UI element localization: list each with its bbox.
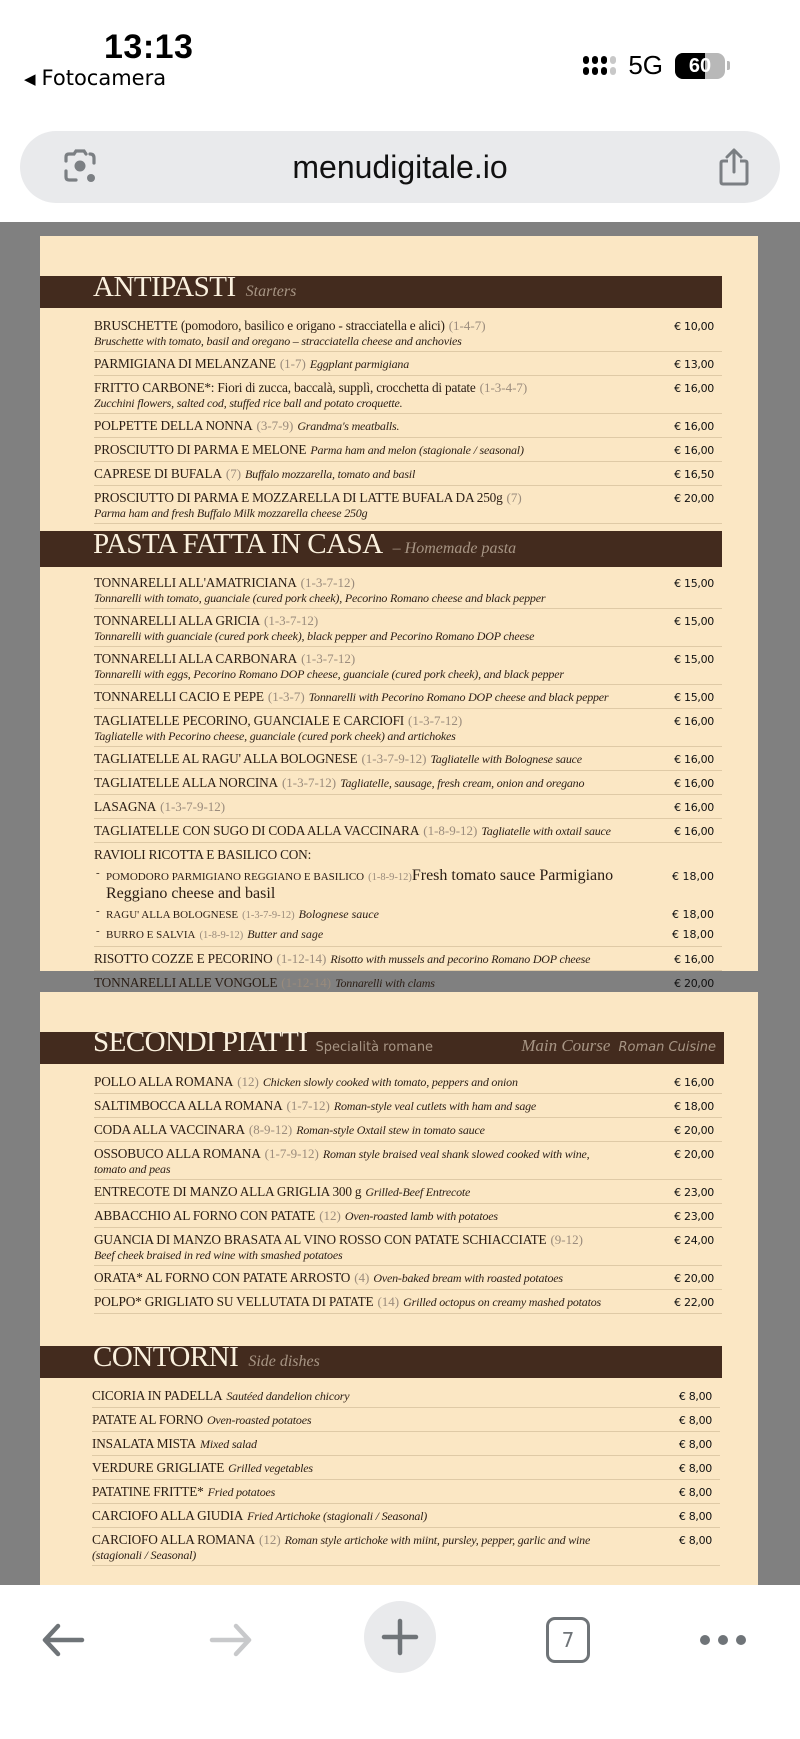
item-price: € 23,00: [674, 1210, 714, 1223]
item-allergens: (9-12): [550, 1232, 583, 1247]
item-allergens: (1-7-12): [286, 1098, 330, 1113]
item-price: € 20,00: [674, 977, 714, 990]
item-name: ORATA* AL FORNO CON PATATE ARROSTO: [94, 1270, 351, 1285]
section-header-secondi: [40, 1026, 724, 1064]
item-price: € 15,00: [674, 653, 714, 666]
menu-item: [94, 1180, 722, 1204]
back-button[interactable]: [28, 1605, 98, 1675]
item-price: € 22,00: [674, 1296, 714, 1309]
item-name: PATATE AL FORNO: [92, 1412, 203, 1427]
item-description: Tonnarelli with Pecorino Romano DOP cheese and black pepper: [308, 690, 609, 704]
section-title: PASTA FATTA IN CASA: [93, 528, 383, 560]
item-allergens: (7): [225, 466, 242, 481]
item-allergens: (1-3-7-12): [300, 575, 355, 590]
menu-item: [94, 486, 722, 524]
item-name: TONNARELLI ALL'AMATRICIANA: [94, 575, 297, 590]
item-description-line2: Beef cheek braised in red wine with smashed potatoes: [94, 1248, 343, 1262]
item-price: € 8,00: [678, 1486, 712, 1499]
menu-item-ravioli: [94, 843, 722, 866]
item-description: Roman style braised veal shank slowed cooked with wine,: [322, 1147, 590, 1161]
item-price: € 15,00: [674, 691, 714, 704]
item-name: PATATINE FRITTE*: [92, 1484, 204, 1499]
item-description: Sautéed dandelion chicory: [226, 1389, 350, 1403]
item-price: € 16,50: [674, 468, 714, 481]
item-price: € 18,00: [672, 928, 714, 941]
more-icon: [698, 1633, 748, 1647]
item-allergens: (4): [354, 1270, 370, 1285]
more-button[interactable]: [688, 1605, 758, 1675]
menu-page-2: [40, 992, 758, 1585]
item-description: Mixed salad: [200, 1437, 257, 1451]
secondi-list: [94, 1070, 722, 1314]
item-price: € 16,00: [674, 777, 714, 790]
item-allergens: (1-8-9-12): [368, 872, 412, 883]
menu-item: [94, 1228, 722, 1266]
item-name: ABBACCHIO AL FORNO CON PATATE: [94, 1208, 316, 1223]
item-allergens: (3-7-9): [256, 418, 294, 433]
menu-item: [94, 571, 722, 609]
item-description: Oven-roasted potatoes: [206, 1413, 312, 1427]
item-price: € 16,00: [674, 825, 714, 838]
item-name: POMODORO PARMIGIANO REGGIANO E BASILICO: [106, 871, 365, 883]
menu-item: [94, 376, 722, 414]
item-name: BRUSCHETTE (pomodoro, basilico e origano - stracciatella e alici): [94, 318, 445, 333]
clock: 13:13: [104, 28, 194, 66]
menu-item: [92, 1528, 720, 1566]
item-price: € 23,00: [674, 1186, 714, 1199]
item-name: CICORIA IN PADELLA: [92, 1388, 223, 1403]
item-name: CAPRESE DI BUFALA: [94, 466, 222, 481]
menu-sub-item: [94, 866, 722, 904]
item-price: € 16,00: [674, 382, 714, 395]
new-tab-button[interactable]: [364, 1601, 436, 1673]
ravioli-options: [94, 866, 722, 947]
menu-sub-item: [94, 924, 722, 944]
menu-item: [94, 438, 722, 462]
section-subtitle-en2: Roman Cuisine: [618, 1040, 716, 1055]
item-description: Grilled octopus on creamy mashed potatos: [403, 1295, 602, 1309]
item-price: € 20,00: [674, 1148, 714, 1161]
menu-item: [94, 462, 722, 486]
menu-item: [94, 1118, 722, 1142]
item-allergens: (7): [506, 490, 522, 505]
item-price: € 8,00: [678, 1462, 712, 1475]
item-description-line2: (stagionali / Seasonal): [92, 1548, 197, 1562]
item-description: Oven-baked bream with roasted potatoes: [373, 1271, 563, 1285]
section-subtitle: – Homemade pasta: [392, 540, 517, 557]
section-subtitle: Starters: [245, 283, 297, 300]
item-description-line2: Parma ham and fresh Buffalo Milk mozzarella cheese 250g: [94, 506, 368, 520]
menu-item: [94, 1142, 722, 1180]
antipasti-list: [94, 314, 722, 524]
item-description-line2: Bruschette with tomato, basil and oregano – stracciatella cheese and anchovies: [94, 334, 462, 348]
item-name: RAGU' ALLA BOLOGNESE: [106, 909, 239, 921]
item-name: TAGLIATELLE ALLA NORCINA: [94, 775, 278, 790]
forward-arrow-icon: [206, 1620, 256, 1660]
battery-icon: [675, 53, 725, 79]
menu-item: [94, 314, 722, 352]
menu-item: [94, 709, 722, 747]
menu-item: [94, 414, 722, 438]
item-allergens: (14): [377, 1294, 400, 1309]
item-name: BURRO E SALVIA: [106, 929, 196, 941]
item-name: VERDURE GRIGLIATE: [92, 1460, 225, 1475]
item-description: Buffalo mozzarella, tomato and basil: [245, 467, 416, 481]
item-description: Eggplant parmigiana: [309, 357, 410, 371]
item-description-line2: Zucchini flowers, salted cod, stuffed rice ball and potato croquette.: [94, 396, 403, 410]
menu-item: [94, 647, 722, 685]
item-allergens: (1-8-9-12): [199, 930, 244, 941]
item-name: TAGLIATELLE AL RAGU' ALLA BOLOGNESE: [94, 751, 358, 766]
section-subtitle-en: Main Course: [521, 1036, 611, 1055]
signal-strength-icon: [583, 56, 616, 75]
menu-item: [94, 609, 722, 647]
menu-item: [94, 352, 722, 376]
menu-item: [92, 1432, 720, 1456]
item-name: CODA ALLA VACCINARA: [94, 1122, 245, 1137]
tab-count: 7: [561, 1628, 575, 1652]
item-price: € 16,00: [674, 953, 714, 966]
tabs-button[interactable]: [533, 1605, 603, 1675]
item-allergens: (1-3-7-12): [408, 713, 463, 728]
menu-item: [92, 1456, 720, 1480]
section-subtitle: Specialità romane: [315, 1040, 434, 1055]
menu-item: [94, 819, 722, 843]
item-description-line2: Tonnarelli with tomato, guanciale (cured pork cheek), Pecorino Romano cheese and black pepper: [94, 591, 546, 605]
item-allergens: (12): [258, 1532, 281, 1547]
item-description: Tagliatelle with oxtail sauce: [481, 824, 611, 838]
item-price: € 8,00: [678, 1438, 712, 1451]
menu-item: [94, 1070, 722, 1094]
item-price: € 16,00: [674, 444, 714, 457]
section-header-contorni: [40, 1341, 722, 1378]
item-allergens: (1-3-7-12): [281, 775, 337, 790]
item-description: Roman-style veal cutlets with ham and sage: [333, 1099, 537, 1113]
item-name: RISOTTO COZZE E PECORINO: [94, 951, 273, 966]
back-to-app-link[interactable]: [24, 66, 166, 90]
item-price: € 15,00: [674, 615, 714, 628]
plus-icon: [380, 1617, 420, 1657]
item-name: PROSCIUTTO DI PARMA E MOZZARELLA DI LATTE BUFALA DA 250g: [94, 490, 503, 505]
address-bar[interactable]: [20, 131, 780, 203]
item-name: INSALATA MISTA: [92, 1436, 197, 1451]
item-name: TAGLIATELLE PECORINO, GUANCIALE E CARCIOFI: [94, 713, 405, 728]
section-header-pasta: [40, 528, 722, 567]
battery-level: 60: [688, 54, 712, 77]
item-description: Roman style artichoke with miint, pursley, pepper, garlic and wine: [284, 1533, 591, 1547]
item-allergens: (1-7-9-12): [264, 1146, 319, 1161]
item-description-line2: Tagliatelle with Pecorino cheese, guanciale (cured pork cheek) and artichokes: [94, 729, 456, 743]
browser-toolbar: [0, 1585, 800, 1739]
item-price: € 16,00: [674, 715, 714, 728]
item-name: RAVIOLI RICOTTA E BASILICO CON:: [94, 847, 312, 862]
item-description: Parma ham and melon (stagionale / seasonal): [310, 443, 524, 457]
item-price: € 16,00: [674, 1076, 714, 1089]
menu-item: [94, 1204, 722, 1228]
section-subtitle: Side dishes: [248, 1353, 320, 1370]
item-name: TAGLIATELLE CON SUGO DI CODA ALLA VACCINARA: [94, 823, 420, 838]
item-name: LASAGNA: [94, 799, 157, 814]
item-name: TONNARELLI CACIO E PEPE: [94, 689, 264, 704]
menu-item: [94, 747, 722, 771]
menu-item: [94, 795, 722, 819]
item-name: POLPETTE DELLA NONNA: [94, 418, 253, 433]
back-arrow-icon: [38, 1620, 88, 1660]
item-price: € 20,00: [674, 492, 714, 505]
item-allergens: (1-3-7-9-12): [242, 910, 295, 921]
item-description: Risotto with mussels and pecorino Romano DOP cheese: [330, 952, 591, 966]
item-price: € 15,00: [674, 577, 714, 590]
item-price: € 24,00: [674, 1234, 714, 1247]
item-name: TONNARELLI ALLA GRICIA: [94, 613, 260, 628]
item-description: Fried potatoes: [207, 1485, 276, 1499]
share-icon[interactable]: [716, 147, 752, 187]
item-price: € 18,00: [672, 908, 714, 921]
item-name: ENTRECOTE DI MANZO ALLA GRIGLIA 300 g: [94, 1184, 362, 1199]
item-allergens: (1-8-9-12): [423, 823, 478, 838]
bullet-dash: -: [96, 925, 100, 937]
menu-item: [92, 1480, 720, 1504]
item-name: SALTIMBOCCA ALLA ROMANA: [94, 1098, 283, 1113]
section-title: CONTORNI: [93, 1341, 239, 1373]
item-allergens: (12): [237, 1074, 259, 1089]
item-allergens: (1-7): [279, 356, 306, 371]
item-price: € 18,00: [674, 1100, 714, 1113]
menu-item: [94, 1290, 722, 1314]
item-allergens: (8-9-12): [248, 1122, 293, 1137]
item-name: CARCIOFO ALLA ROMANA: [92, 1532, 255, 1547]
item-description: Grilled vegetables: [228, 1461, 313, 1475]
tabs-icon: [546, 1617, 590, 1663]
item-allergens: (12): [319, 1208, 341, 1223]
item-price: € 16,00: [674, 420, 714, 433]
item-name: POLPO* GRIGLIATO SU VELLUTATA DI PATATE: [94, 1294, 374, 1309]
item-description: Oven-roasted lamb with potatoes: [344, 1209, 498, 1223]
item-description-line2: tomato and peas: [94, 1162, 171, 1176]
item-description: Grilled-Beef Entrecote: [365, 1185, 471, 1199]
item-price: € 10,00: [674, 320, 714, 333]
item-price: € 8,00: [678, 1510, 712, 1523]
item-allergens: (1-3-7-12): [264, 613, 319, 628]
item-allergens: (1-3-7-9-12): [160, 799, 226, 814]
item-description: Chicken slowly cooked with tomato, peppers and onion: [262, 1075, 518, 1089]
item-allergens: (1-4-7): [448, 318, 486, 333]
menu-page-1: [40, 236, 758, 990]
item-description: Grandma's meatballs.: [297, 419, 400, 433]
menu-item: [92, 1408, 720, 1432]
item-description-line2: Fresh tomato sauce Parmigiano Reggiano cheese and basil: [106, 867, 614, 902]
menu-item: [92, 1384, 720, 1408]
bullet-dash: -: [96, 867, 100, 879]
item-allergens: (1-12-14): [281, 975, 332, 990]
menu-item: [94, 771, 722, 795]
menu-item: [94, 685, 722, 709]
bullet-dash: -: [96, 905, 100, 917]
pasta-list: [94, 571, 722, 995]
item-price: € 16,00: [674, 753, 714, 766]
item-description: Tagliatelle with Bolognese sauce: [430, 752, 582, 766]
page-viewport[interactable]: [0, 222, 800, 1585]
item-price: € 8,00: [678, 1414, 712, 1427]
item-description: Roman-style Oxtail stew in tomato sauce: [296, 1123, 485, 1137]
item-name: PROSCIUTTO DI PARMA E MELONE: [94, 442, 307, 457]
section-title: SECONDI PIATTI: [93, 1026, 308, 1058]
back-app-label: Fotocamera: [41, 66, 167, 90]
network-type: 5G: [628, 50, 663, 80]
item-allergens: (1-12-14): [276, 951, 327, 966]
item-name: CARCIOFO ALLA GIUDIA: [92, 1508, 244, 1523]
item-allergens: (1-3-7): [267, 689, 305, 704]
item-allergens: (1-3-7-9-12): [361, 751, 427, 766]
menu-item: [94, 947, 722, 971]
battery-cap: [727, 61, 730, 70]
menu-item: [94, 1266, 722, 1290]
item-name: OSSOBUCO ALLA ROMANA: [94, 1146, 261, 1161]
contorni-list: [92, 1384, 720, 1566]
item-name: FRITTO CARBONE*: Fiori di zucca, baccalà, supplì, crocchetta di patate: [94, 380, 476, 395]
status-indicators: [583, 50, 730, 81]
item-allergens: (1-3-4-7): [479, 380, 528, 395]
item-price: € 18,00: [672, 870, 714, 883]
item-allergens: (1-3-7-12): [301, 651, 356, 666]
back-triangle-icon: ◀: [24, 70, 36, 88]
item-name: GUANCIA DI MANZO BRASATA AL VINO ROSSO CON PATATE SCHIACCIATE: [94, 1232, 547, 1247]
item-price: € 13,00: [674, 358, 714, 371]
item-name: POLLO ALLA ROMANA: [94, 1074, 234, 1089]
item-description: Butter and sage: [247, 927, 324, 941]
item-description: Tagliatelle, sausage, fresh cream, onion and oregano: [340, 776, 585, 790]
section-title: ANTIPASTI: [93, 271, 236, 303]
status-bar: [0, 0, 800, 110]
item-price: € 8,00: [678, 1534, 712, 1547]
item-price: € 16,00: [674, 801, 714, 814]
menu-item: [92, 1504, 720, 1528]
item-description: Bolognese sauce: [298, 907, 379, 921]
item-description: Tonnarelli with clams: [335, 976, 435, 990]
menu-sub-item: [94, 904, 722, 924]
item-name: TONNARELLI ALLA CARBONARA: [94, 651, 298, 666]
item-description: Fried Artichoke (stagionali / Seasonal): [247, 1509, 428, 1523]
item-price: € 20,00: [674, 1272, 714, 1285]
item-name: TONNARELLI ALLE VONGOLE: [94, 975, 278, 990]
menu-item: [94, 1094, 722, 1118]
item-price: € 20,00: [674, 1124, 714, 1137]
item-price: € 8,00: [678, 1390, 712, 1403]
forward-button[interactable]: [196, 1605, 266, 1675]
item-name: PARMIGIANA DI MELANZANE: [94, 356, 276, 371]
item-description-line2: Tonnarelli with eggs, Pecorino Romano DOP cheese, guanciale (cured pork cheek), and black pepper: [94, 667, 564, 681]
section-header-antipasti: [40, 271, 722, 308]
item-description-line2: Tonnarelli with guanciale (cured pork cheek), black pepper and Pecorino Romano DOP cheese: [94, 629, 535, 643]
url-text[interactable]: menudigitale.io: [292, 149, 508, 185]
